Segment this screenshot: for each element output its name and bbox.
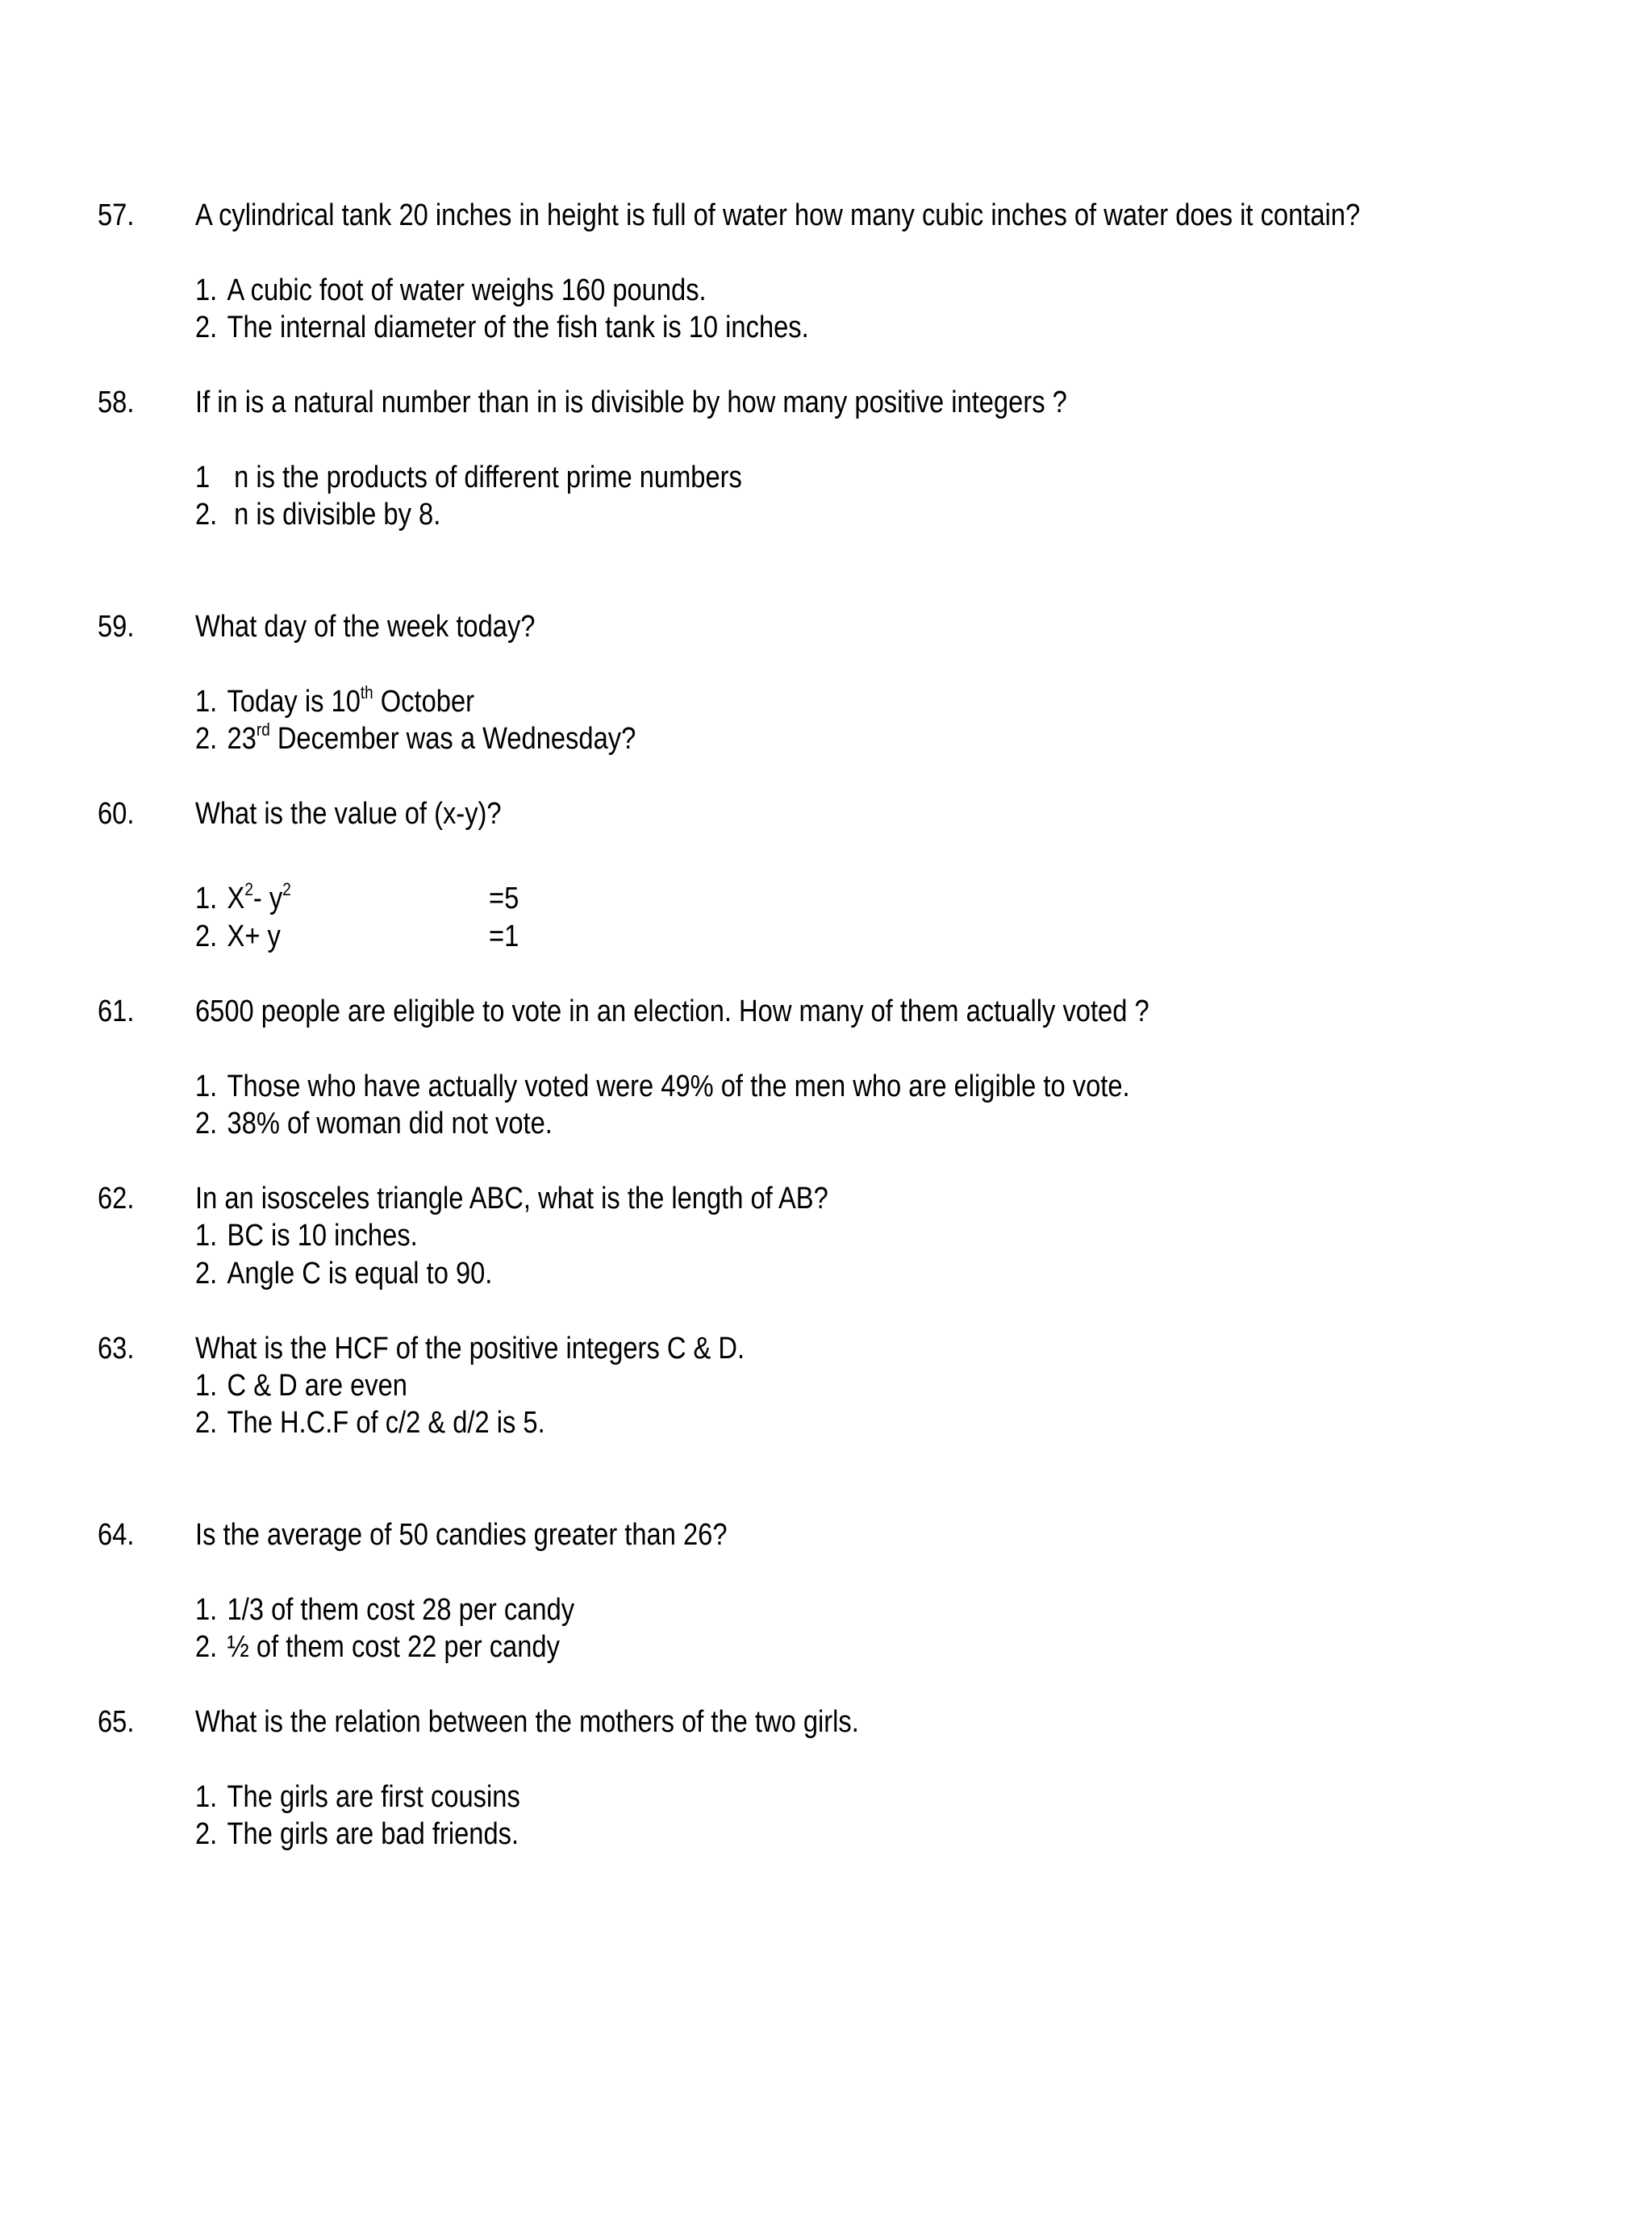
equation-term: X [227,882,245,915]
question-number: 63. [98,1332,135,1366]
option-item [195,880,291,917]
ordinal-suffix: rd [256,719,270,740]
question-number: 59. [98,610,135,644]
question-text: What is the relation between the mothers of the two girls. [195,1705,859,1739]
question-number: 61. [98,994,135,1028]
option-number: 1 [195,461,211,494]
option-text: The girls are first cousins [227,1780,520,1814]
option-number: 1. [195,882,218,915]
option-text: 1/3 of them cost 28 per candy [227,1593,575,1627]
equation-value: =5 [489,882,519,915]
question-text: What day of the week today? [195,610,536,644]
option-number: 2. [195,722,218,756]
question-text: What is the HCF of the positive integers C & D. [195,1332,745,1366]
option-number: 2. [195,1257,218,1291]
option-item [195,309,809,346]
option-text: Angle C is equal to 90. [227,1257,493,1291]
option-text: Today is 10 [227,685,361,719]
option-text: October [373,685,475,719]
option-item [195,1404,545,1441]
option-text: Those who have actually voted were 49% of the men who are eligible to vote. [227,1070,1130,1103]
option-text: BC is 10 inches. [227,1219,418,1253]
option-number: 2. [195,1406,218,1440]
option-number: 1. [195,1593,218,1627]
option-text: December was a Wednesday? [269,722,636,756]
option-text: C & D are even [227,1369,407,1403]
question-text: What is the value of (x-y)? [195,797,502,831]
equation-value: =1 [489,919,519,953]
option-number: 1. [195,1369,218,1403]
option-number: 1. [195,273,218,307]
question-number: 57. [98,198,135,232]
option-text: The H.C.F of c/2 & d/2 is 5. [227,1406,545,1440]
option-item [195,1367,407,1404]
option-number: 2. [195,1817,218,1851]
exponent: 2 [282,879,291,899]
option-number: 1. [195,685,218,719]
option-text: The internal diameter of the fish tank is 10 inches. [227,311,809,344]
option-item [195,1591,574,1628]
option-number: 1. [195,1780,218,1814]
question-text: Is the average of 50 candies greater than 26? [195,1518,728,1552]
option-text: n is the products of different prime numbers [234,461,742,494]
equation-term: - y [252,882,283,915]
option-item [195,1816,519,1853]
option-text: A cubic foot of water weighs 160 pounds. [227,273,707,307]
option-item [195,496,440,533]
option-number: 1. [195,1219,218,1253]
option-item [195,459,742,496]
option-number: 2. [195,1107,218,1140]
question-number: 60. [98,797,135,831]
question-number: 58. [98,386,135,419]
option-item [195,918,281,955]
option-item [195,1217,418,1254]
option-number: 2. [195,919,218,953]
option-item [195,720,636,757]
option-text: 38% of woman did not vote. [227,1107,553,1140]
equation-term: X+ y [227,919,281,953]
ordinal-suffix: th [360,682,373,703]
option-number: 2. [195,1630,218,1664]
option-item [195,1068,1130,1105]
option-item [195,272,707,309]
option-item [195,1255,492,1292]
exponent: 2 [244,879,253,899]
option-item [195,1778,520,1816]
option-number: 2. [195,498,218,532]
question-number: 65. [98,1705,135,1739]
option-item [195,683,474,720]
question-text: If in is a natural number than in is divisible by how many positive integers ? [195,386,1067,419]
option-item [195,1628,560,1666]
option-text: The girls are bad friends. [227,1817,519,1851]
question-number: 62. [98,1182,135,1215]
option-item [195,1105,553,1142]
option-text: 23 [227,722,257,756]
question-text: A cylindrical tank 20 inches in height is full of water how many cubic inches of water does it contain? [195,198,1361,232]
option-number: 2. [195,311,218,344]
question-text: 6500 people are eligible to vote in an election. How many of them actually voted ? [195,994,1149,1028]
question-text: In an isosceles triangle ABC, what is the length of AB? [195,1182,828,1215]
option-number: 1. [195,1070,218,1103]
option-text: ½ of them cost 22 per candy [227,1630,560,1664]
question-number: 64. [98,1518,135,1552]
option-text: n is divisible by 8. [234,498,441,532]
